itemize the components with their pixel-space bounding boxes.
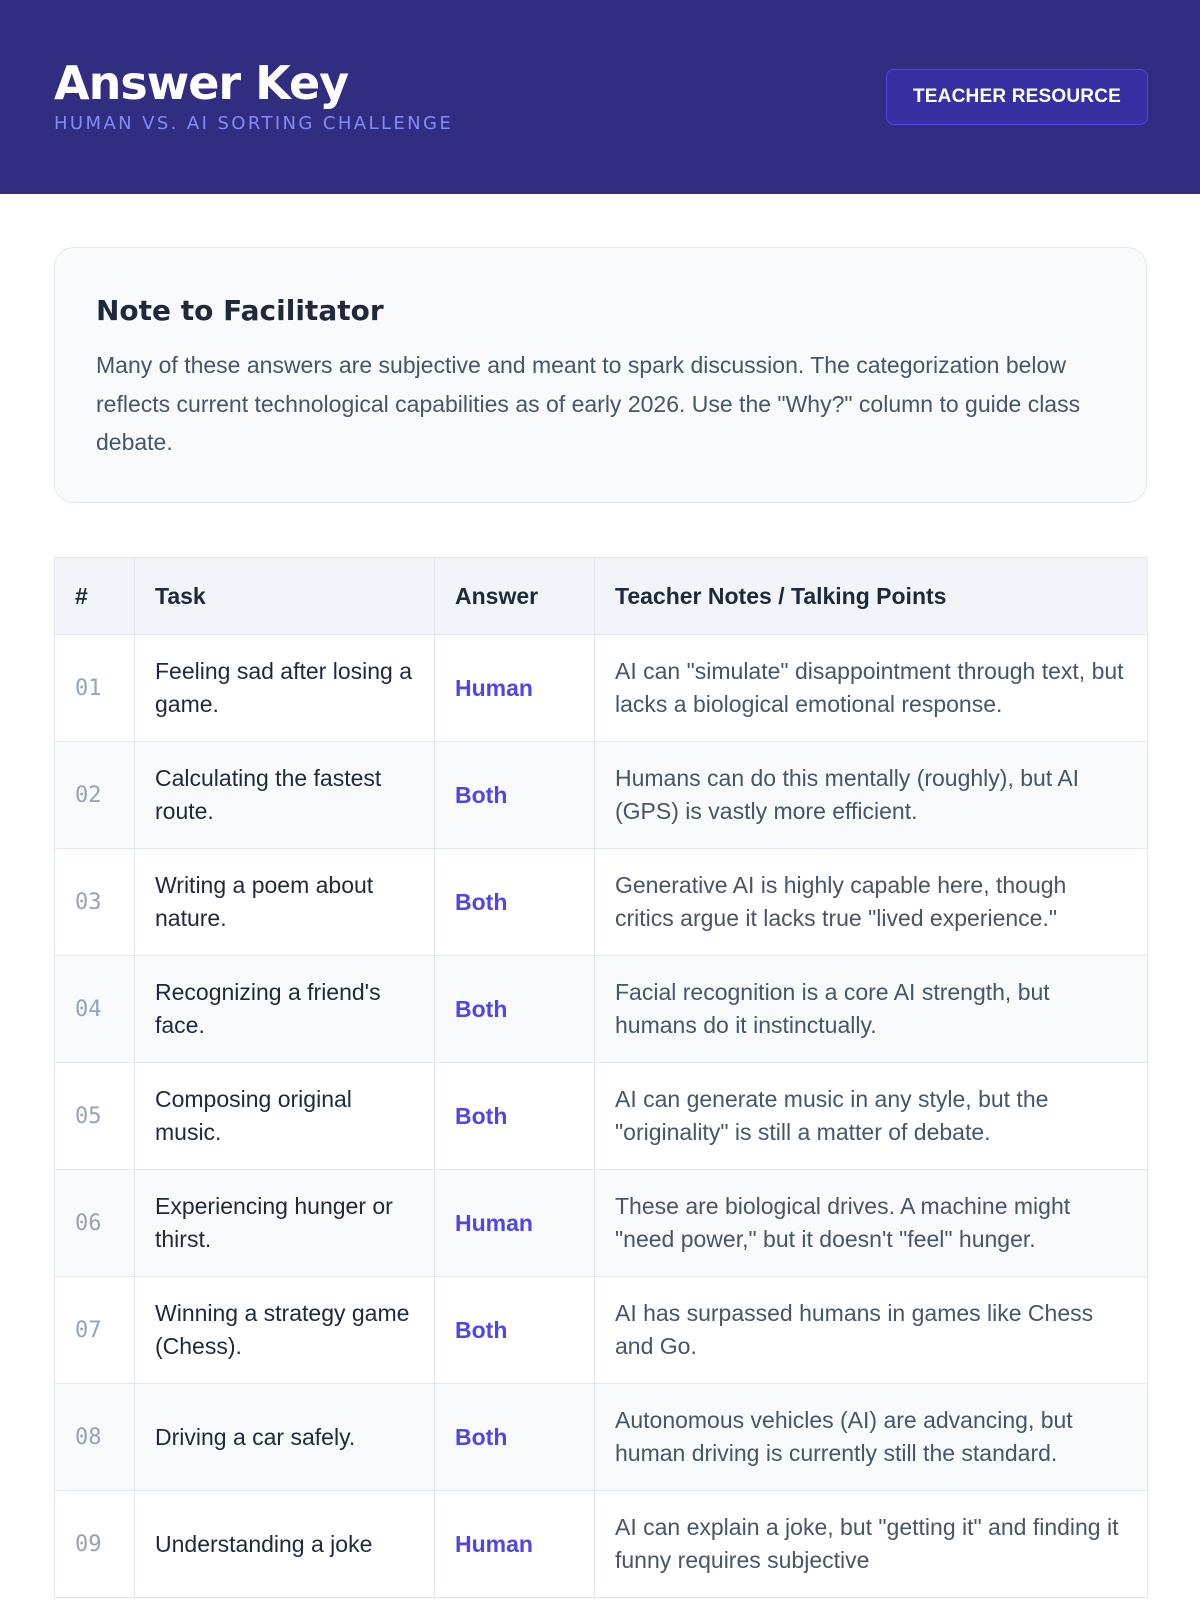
- row-answer: Both: [435, 956, 595, 1063]
- note-title: Note to Facilitator: [96, 294, 384, 327]
- row-notes: AI can explain a joke, but "getting it" and finding it funny requires subjective: [595, 1491, 1148, 1598]
- page-title: Answer Key: [54, 56, 349, 110]
- table-row: [55, 1170, 1148, 1277]
- row-number: 07: [55, 1277, 135, 1384]
- row-task: Experiencing hunger or thirst.: [135, 1170, 435, 1277]
- row-notes: AI has surpassed humans in games like Chess and Go.: [595, 1277, 1148, 1384]
- answer-table-container: [54, 557, 1147, 1598]
- row-notes: AI can "simulate" disappointment through text, but lacks a biological emotional response.: [595, 635, 1148, 742]
- row-answer: Both: [435, 742, 595, 849]
- row-number: 01: [55, 635, 135, 742]
- table-row: [55, 849, 1148, 956]
- row-number: 02: [55, 742, 135, 849]
- header-number: #: [55, 558, 135, 635]
- row-number: 04: [55, 956, 135, 1063]
- table-row: [55, 956, 1148, 1063]
- row-answer: Both: [435, 849, 595, 956]
- table-row: [55, 1384, 1148, 1491]
- row-notes: Humans can do this mentally (roughly), but AI (GPS) is vastly more efficient.: [595, 742, 1148, 849]
- table-row: [55, 1491, 1148, 1598]
- row-answer: Human: [435, 1491, 595, 1598]
- table-row: [55, 635, 1148, 742]
- page-subtitle: HUMAN VS. AI SORTING CHALLENGE: [54, 113, 454, 134]
- header-task: Task: [135, 558, 435, 635]
- row-notes: Autonomous vehicles (AI) are advancing, but human driving is currently still the standard.: [595, 1384, 1148, 1491]
- table-row: [55, 742, 1148, 849]
- table-row: [55, 1277, 1148, 1384]
- row-number: 08: [55, 1384, 135, 1491]
- row-notes: Generative AI is highly capable here, though critics argue it lacks true "lived experience.": [595, 849, 1148, 956]
- row-notes: AI can generate music in any style, but the "originality" is still a matter of debate.: [595, 1063, 1148, 1170]
- row-answer: Both: [435, 1277, 595, 1384]
- row-task: Writing a poem about nature.: [135, 849, 435, 956]
- row-number: 03: [55, 849, 135, 956]
- row-notes: These are biological drives. A machine might "need power," but it doesn't "feel" hunger.: [595, 1170, 1148, 1277]
- facilitator-note: [54, 247, 1147, 503]
- header-notes: Teacher Notes / Talking Points: [595, 558, 1148, 635]
- row-task: Calculating the fastest route.: [135, 742, 435, 849]
- table-header-row: [55, 558, 1148, 635]
- row-number: 05: [55, 1063, 135, 1170]
- row-task: Feeling sad after losing a game.: [135, 635, 435, 742]
- row-task: Understanding a joke: [135, 1491, 435, 1598]
- row-number: 06: [55, 1170, 135, 1277]
- row-answer: Both: [435, 1384, 595, 1491]
- row-answer: Human: [435, 1170, 595, 1277]
- note-body: Many of these answers are subjective and meant to spark discussion. The categorization below reflects current technological capabilities as of early 2026. Use the "Why?" column to guide class debate.: [96, 352, 1081, 455]
- row-number: 09: [55, 1491, 135, 1598]
- row-answer: Human: [435, 635, 595, 742]
- table-row: [55, 1063, 1148, 1170]
- header-answer: Answer: [435, 558, 595, 635]
- page-header: [0, 0, 1200, 194]
- answer-table: [54, 557, 1148, 1598]
- row-answer: Both: [435, 1063, 595, 1170]
- row-task: Composing original music.: [135, 1063, 435, 1170]
- row-notes: Facial recognition is a core AI strength, but humans do it instinctually.: [595, 956, 1148, 1063]
- teacher-resource-badge: TEACHER RESOURCE: [886, 69, 1148, 125]
- row-task: Winning a strategy game (Chess).: [135, 1277, 435, 1384]
- row-task: Recognizing a friend's face.: [135, 956, 435, 1063]
- row-task: Driving a car safely.: [135, 1384, 435, 1491]
